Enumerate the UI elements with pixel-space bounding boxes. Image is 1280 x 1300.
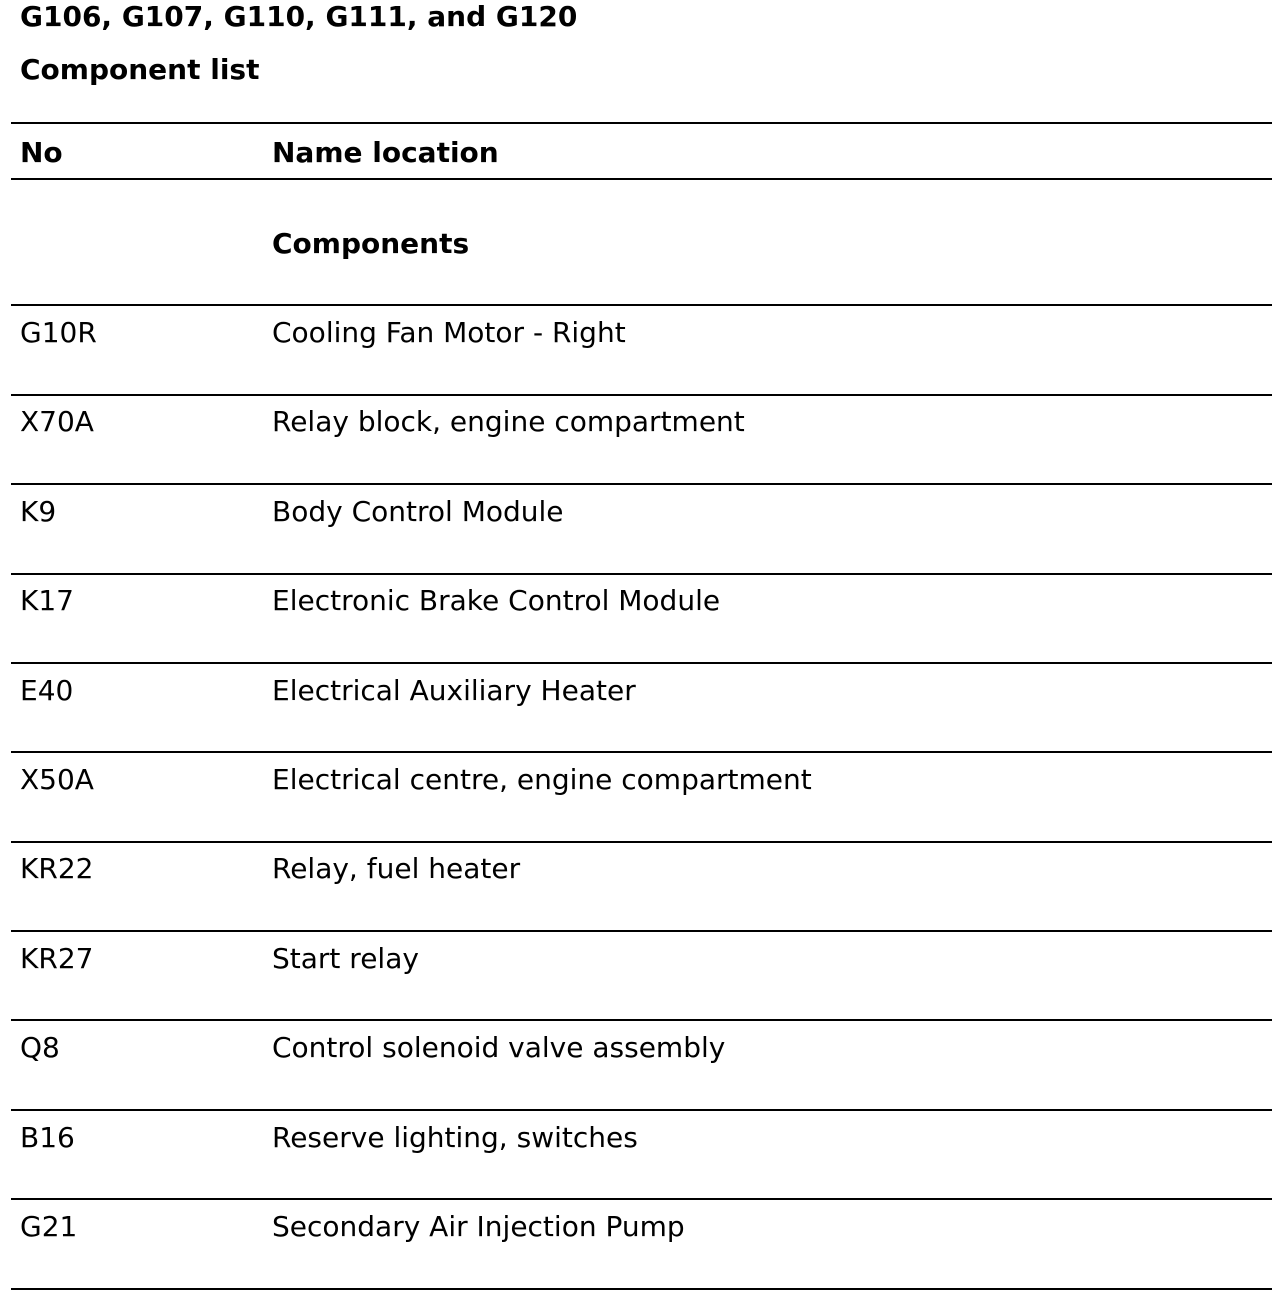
header-no: No <box>20 136 63 169</box>
row-name: Control solenoid valve assembly <box>272 1031 726 1064</box>
row-name: Electrical Auxiliary Heater <box>272 674 636 707</box>
group-rule <box>11 304 1272 306</box>
row-no: K9 <box>20 495 57 528</box>
row-rule <box>11 1109 1272 1111</box>
row-no: G21 <box>20 1210 78 1243</box>
row-rule <box>11 394 1272 396</box>
row-rule <box>11 751 1272 753</box>
row-name: Electrical centre, engine compartment <box>272 763 812 796</box>
row-rule <box>11 1198 1272 1200</box>
row-rule <box>11 483 1272 485</box>
row-name: Relay block, engine compartment <box>272 405 745 438</box>
row-rule <box>11 930 1272 932</box>
row-name: Secondary Air Injection Pump <box>272 1210 685 1243</box>
row-name: Cooling Fan Motor - Right <box>272 316 626 349</box>
row-rule <box>11 1019 1272 1021</box>
row-no: G10R <box>20 316 97 349</box>
row-no: KR22 <box>20 852 94 885</box>
row-rule <box>11 573 1272 575</box>
row-name: Body Control Module <box>272 495 564 528</box>
page-title: G106, G107, G110, G111, and G120 <box>20 0 578 33</box>
row-no: B16 <box>20 1121 75 1154</box>
row-no: E40 <box>20 674 74 707</box>
table-top-rule <box>11 122 1272 124</box>
row-no: X50A <box>20 763 94 796</box>
row-no: KR27 <box>20 942 94 975</box>
section-title: Component list <box>20 53 260 86</box>
table-bottom-rule <box>11 1288 1272 1290</box>
row-name: Reserve lighting, switches <box>272 1121 638 1154</box>
row-rule <box>11 662 1272 664</box>
row-no: X70A <box>20 405 94 438</box>
row-name: Electronic Brake Control Module <box>272 584 721 617</box>
row-rule <box>11 841 1272 843</box>
row-no: K17 <box>20 584 74 617</box>
row-name: Start relay <box>272 942 419 975</box>
header-rule <box>11 178 1272 180</box>
header-name-location: Name location <box>272 136 499 169</box>
row-name: Relay, fuel heater <box>272 852 521 885</box>
group-label: Components <box>272 227 470 260</box>
row-no: Q8 <box>20 1031 60 1064</box>
